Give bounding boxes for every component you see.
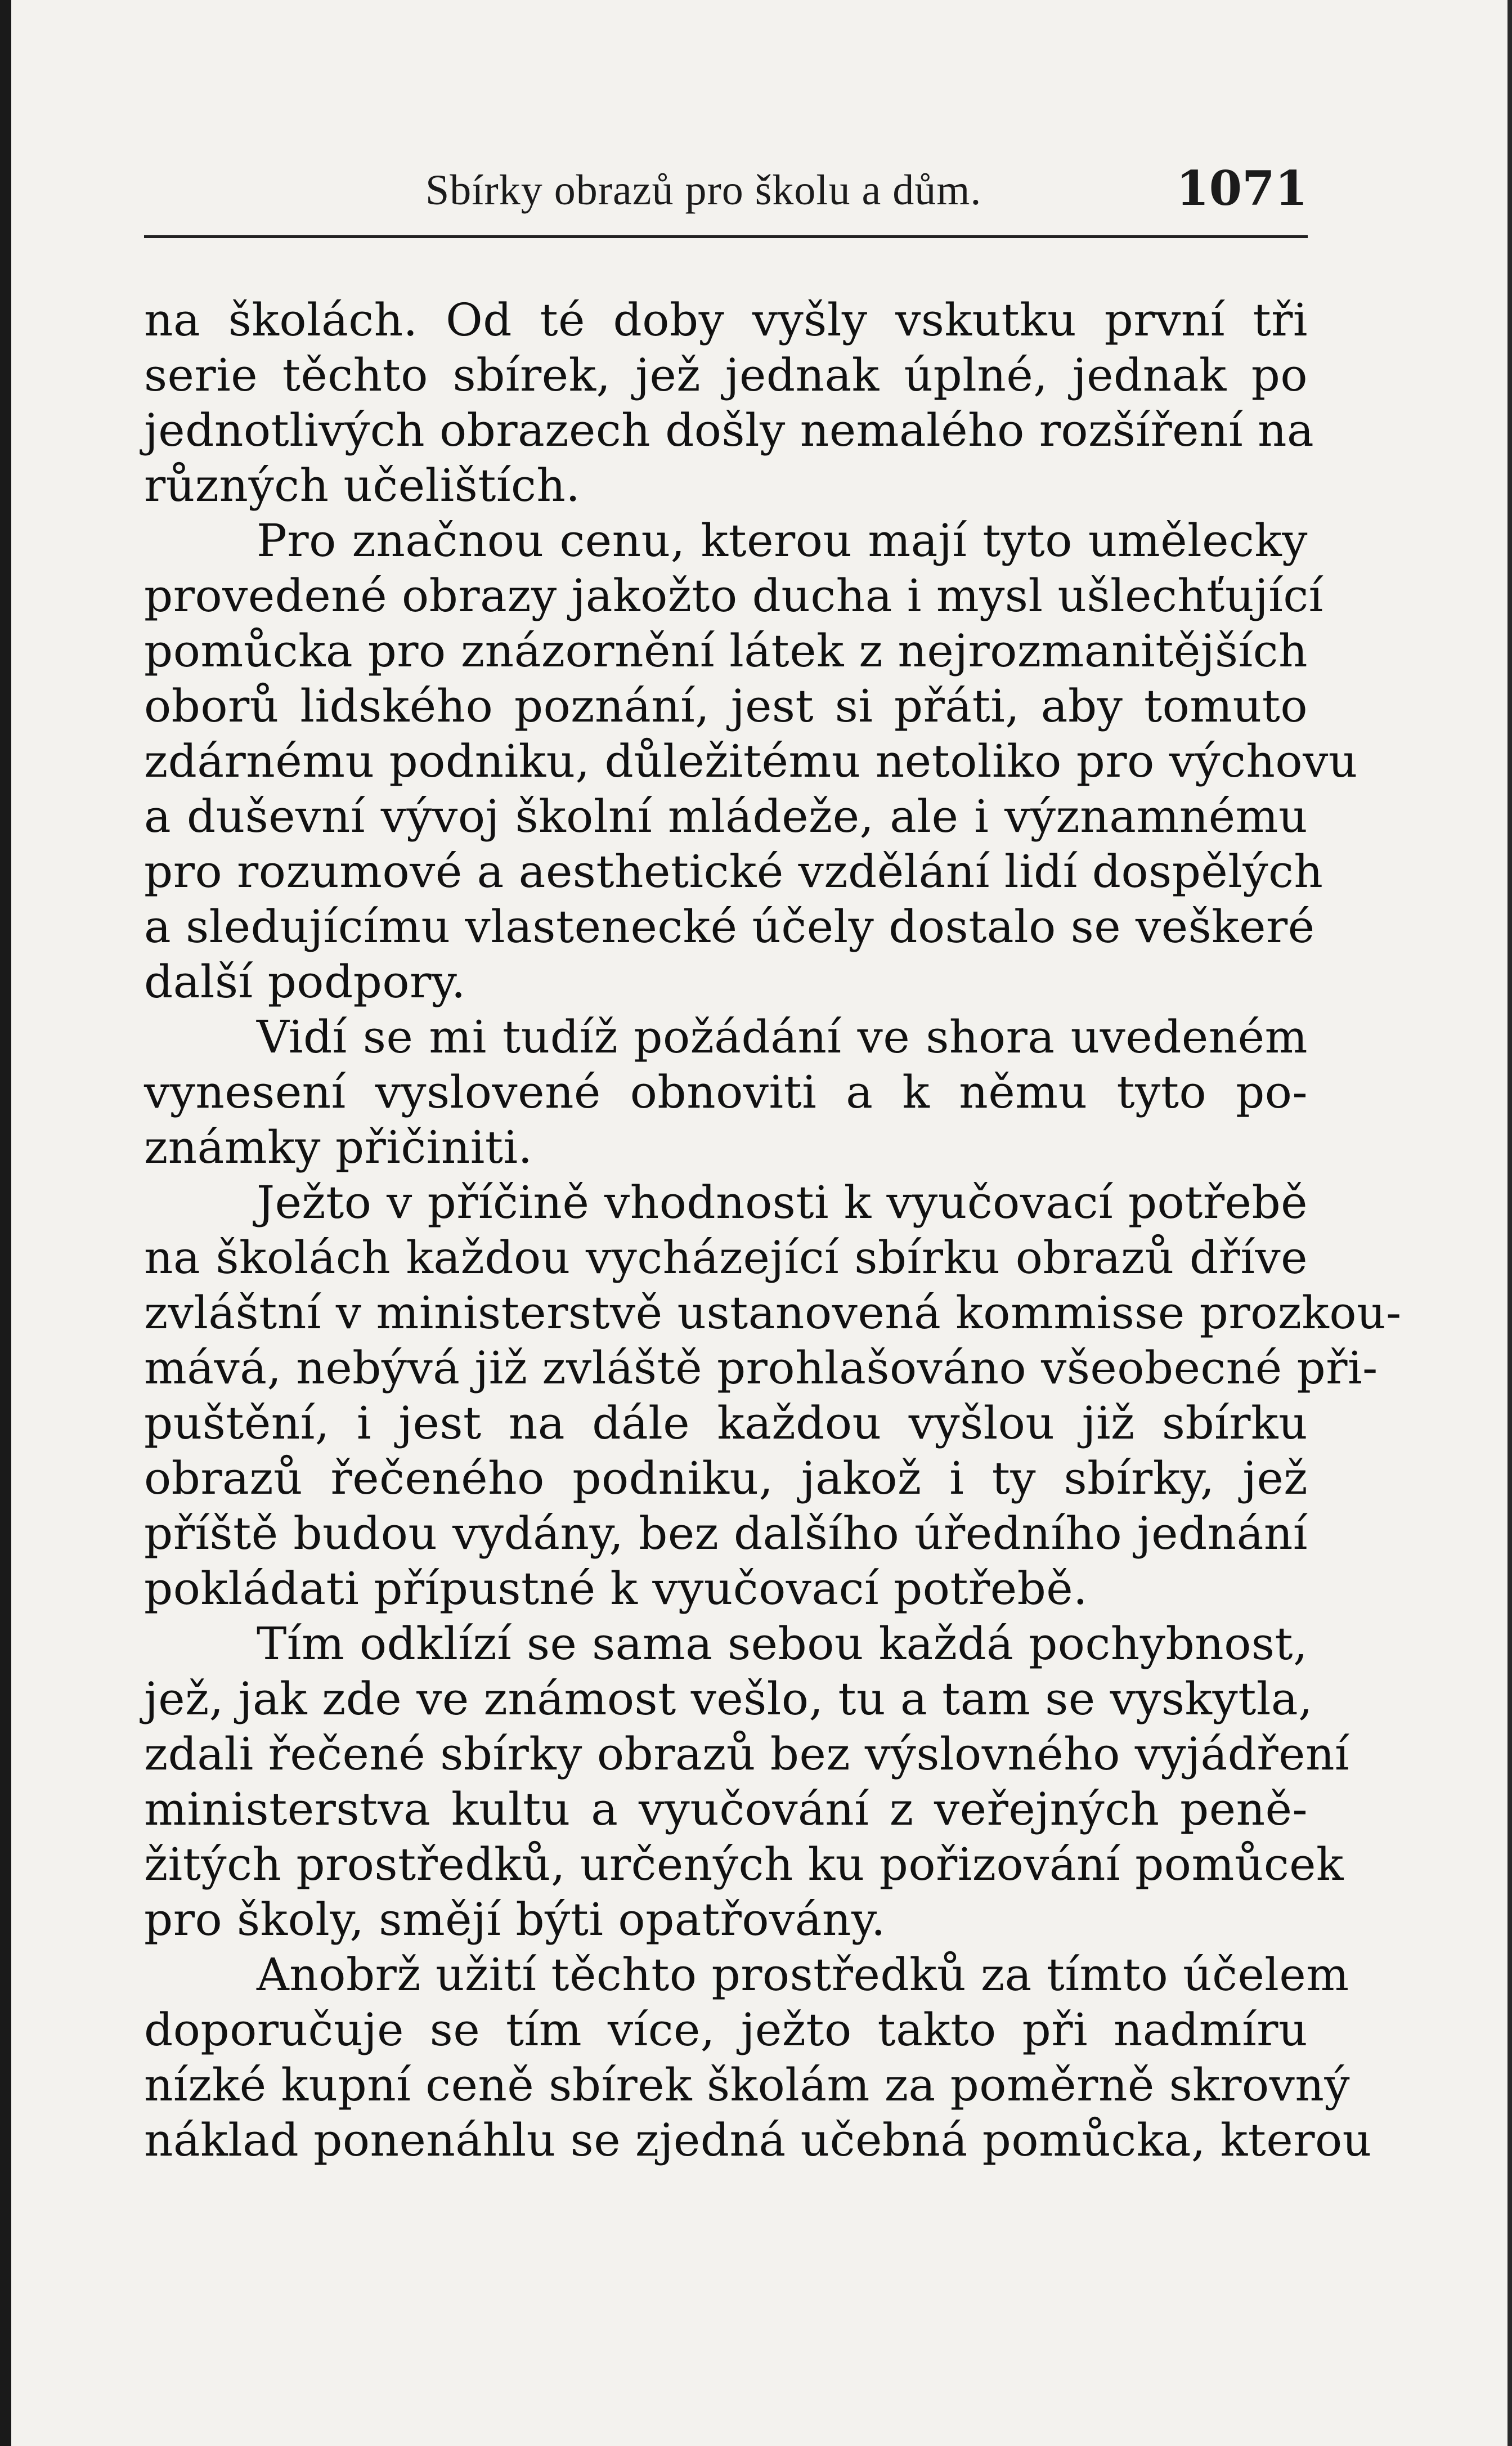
running-head — [144, 149, 1308, 234]
text-line: vynesení vyslovené obnoviti a k němu tyto po- — [144, 1066, 1308, 1118]
page-edge-shadow-right — [1507, 0, 1512, 2446]
text-line: a duševní vývoj školní mládeže, ale i významnému — [144, 790, 1308, 843]
running-title: Sbírky obrazů pro školu a dům. — [425, 167, 982, 214]
text-line: Anobrž užití těchto prostředků za tímto účelem — [257, 1948, 1349, 2001]
text-line: nízké kupní ceně sbírek školám za poměrně skrovný — [144, 2059, 1351, 2111]
text-line: jednotlivých obrazech došly nemalého rozšíření na — [144, 404, 1314, 456]
text-line: náklad ponenáhlu se zjedná učebná pomůcka, kterou — [144, 2114, 1372, 2166]
text-line: známky přičiniti. — [144, 1121, 533, 1173]
text-line: zvláštní v ministerstvě ustanovená kommisse prozkou- — [144, 1287, 1402, 1339]
text-line: obrazů řečeného podniku, jakož i ty sbírky, jež — [144, 1452, 1308, 1504]
text-line: na školách každou vycházející sbírku obrazů dříve — [144, 1231, 1308, 1284]
text-line: pro rozumové a aesthetické vzdělání lidí dospělých — [144, 845, 1323, 898]
text-line: puštění, i jest na dále každou vyšlou již sbírku — [144, 1397, 1308, 1449]
text-line: a sledujícímu vlastenecké účely dostalo se veškeré — [144, 901, 1315, 953]
text-line: provedené obrazy jakožto ducha i mysl ušlechťující — [144, 570, 1323, 622]
header-rule — [144, 235, 1308, 238]
body-text — [144, 293, 1402, 2168]
text-line: mává, nebývá již zvláště prohlašováno všeobecné při- — [144, 1342, 1378, 1394]
text-line: Vidí se mi tudíž požádání ve shora uvedeném — [257, 1011, 1308, 1063]
text-line: serie těchto sbírek, jež jednak úplné, jednak po — [144, 349, 1308, 401]
text-line: další podpory. — [144, 956, 466, 1008]
text-line: pokládati přípustné k vyučovací potřebě. — [144, 1562, 1088, 1615]
text-line: Tím odklízí se sama sebou každá pochybnost, — [257, 1618, 1308, 1670]
text-line: doporučuje se tím více, ježto takto při nadmíru — [144, 2004, 1308, 2056]
text-line: zdárnému podniku, důležitému netoliko pro výchovu — [144, 735, 1358, 787]
page-edge-shadow — [0, 0, 11, 2446]
text-line: pomůcka pro znázornění látek z nejrozmanitějších — [144, 625, 1308, 677]
text-line: oborů lidského poznání, jest si přáti, aby tomuto — [144, 680, 1308, 732]
text-line: Ježto v příčině vhodnosti k vyučovací potřebě — [257, 1176, 1308, 1229]
text-line: příště budou vydány, bez dalšího úředního jednání — [144, 1507, 1308, 1560]
text-line: jež, jak zde ve známost vešlo, tu a tam se vyskytla, — [144, 1673, 1313, 1725]
text-line: zdali řečené sbírky obrazů bez výslovného vyjádření — [144, 1728, 1350, 1780]
text-line: ministerstva kultu a vyučování z veřejných peně- — [144, 1783, 1308, 1835]
text-line: Pro značnou cenu, kterou mají tyto umělecky — [257, 514, 1308, 567]
text-line: žitých prostředků, určených ku pořizování pomůcek — [144, 1838, 1344, 1891]
text-line: pro školy, smějí býti opatřovány. — [144, 1893, 886, 1946]
text-line: různých učelištích. — [144, 459, 581, 512]
text-line: na školách. Od té doby vyšly vskutku první tři — [144, 294, 1308, 346]
page-number: 1071 — [1176, 160, 1308, 216]
